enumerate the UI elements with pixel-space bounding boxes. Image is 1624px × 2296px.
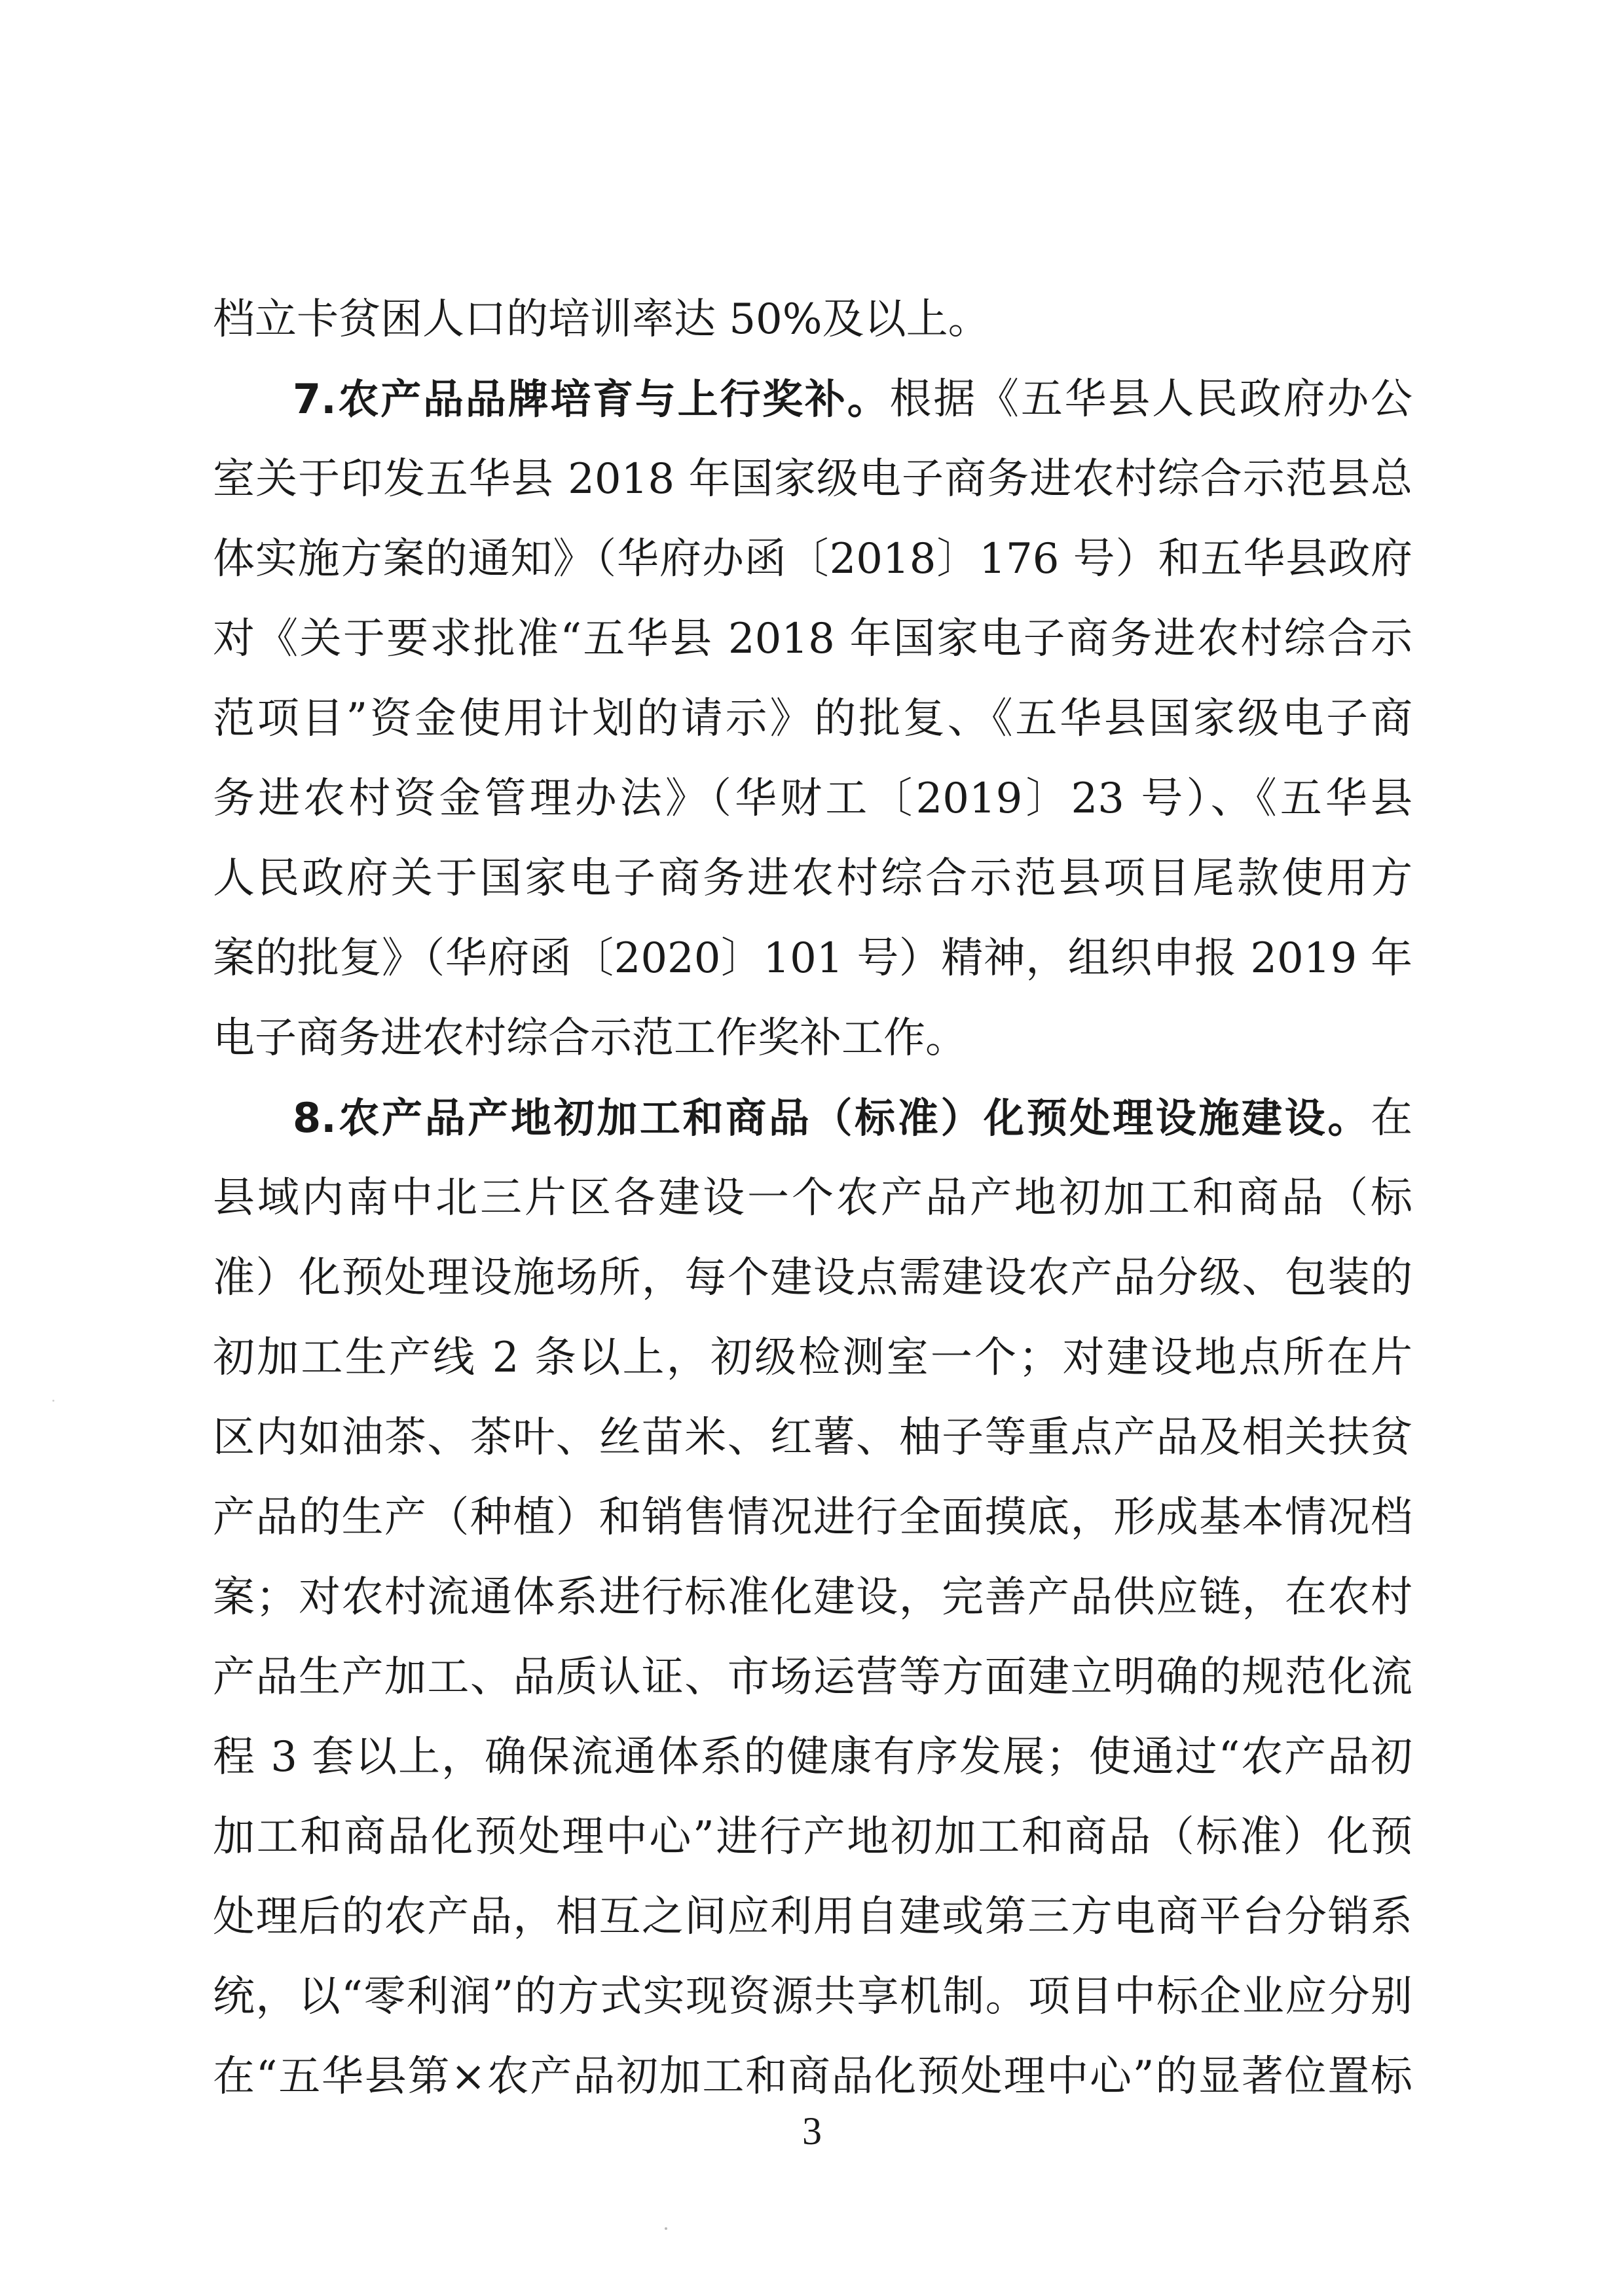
text-line: 案的批复》（华府函〔2020〕101 号）精神，组织申报 2019 年 [213, 934, 1412, 983]
text-line: 体实施方案的通知》（华府办函〔2018〕176 号）和五华县政府 [213, 535, 1412, 583]
section-heading: 8.农产品产地初加工和商品（标准）化预处理设施建设。 [293, 1094, 1371, 1142]
text-line: 程 3 套以上，确保流通体系的健康有序发展；使通过“农产品初 [213, 1733, 1412, 1781]
text-line: 处理后的农产品，相互之间应利用自建或第三方电商平台分销系 [213, 1893, 1412, 1941]
scan-mark [52, 1400, 54, 1402]
text-line: 统，以“零利润”的方式实现资源共享机制。项目中标企业应分别 [213, 1973, 1412, 2021]
text-line [293, 360, 1412, 439]
text-line: 室关于印发五华县 2018 年国家级电子商务进农村综合示范县总 [213, 455, 1412, 503]
text-line: 产品的生产（种植）和销售情况进行全面摸底，形成基本情况档 [213, 1493, 1412, 1542]
text-line: 人民政府关于国家电子商务进农村综合示范县项目尾款使用方 [213, 854, 1412, 903]
text-line: 加工和商品化预处理中心”进行产地初加工和商品（标准）化预 [213, 1813, 1412, 1861]
text-line: 电子商务进农村综合示范工作奖补工作。 [213, 1014, 967, 1063]
text-line: 在“五华县第×农产品初加工和商品化预处理中心”的显著位置标 [213, 2052, 1412, 2101]
text-line: 县域内南中北三片区各建设一个农产品产地初加工和商品（标 [213, 1174, 1412, 1222]
text-line: 初加工生产线 2 条以上，初级检测室一个；对建设地点所在片 [213, 1334, 1412, 1382]
text-line: 区内如油茶、茶叶、丝苗米、红薯、柚子等重点产品及相关扶贫 [213, 1413, 1412, 1462]
text-line: 范项目”资金使用计划的请示》的批复、《五华县国家级电子商 [213, 695, 1412, 743]
text-line: 准）化预处理设施场所，每个建设点需建设农产品分级、包装的 [213, 1254, 1412, 1302]
text-line: 档立卡贫困人口的培训率达 50%及以上。 [213, 295, 990, 344]
text-run: 根据《五华县人民政府办公 [889, 375, 1412, 424]
scan-speck [665, 2227, 667, 2230]
page-number: 3 [802, 2109, 822, 2153]
section-heading: 7.农产品品牌培育与上行奖补。 [293, 375, 890, 423]
text-line: 对《关于要求批准“五华县 2018 年国家电子商务进农村综合示 [213, 615, 1412, 663]
text-run: 在 [1371, 1094, 1412, 1142]
text-line: 产品生产加工、品质认证、市场运营等方面建立明确的规范化流 [213, 1653, 1412, 1702]
text-line [293, 1079, 1412, 1157]
text-line: 案；对农村流通体系进行标准化建设，完善产品供应链，在农村 [213, 1573, 1412, 1622]
text-line: 务进农村资金管理办法》（华财工〔2019〕23 号）、《五华县 [213, 774, 1412, 823]
